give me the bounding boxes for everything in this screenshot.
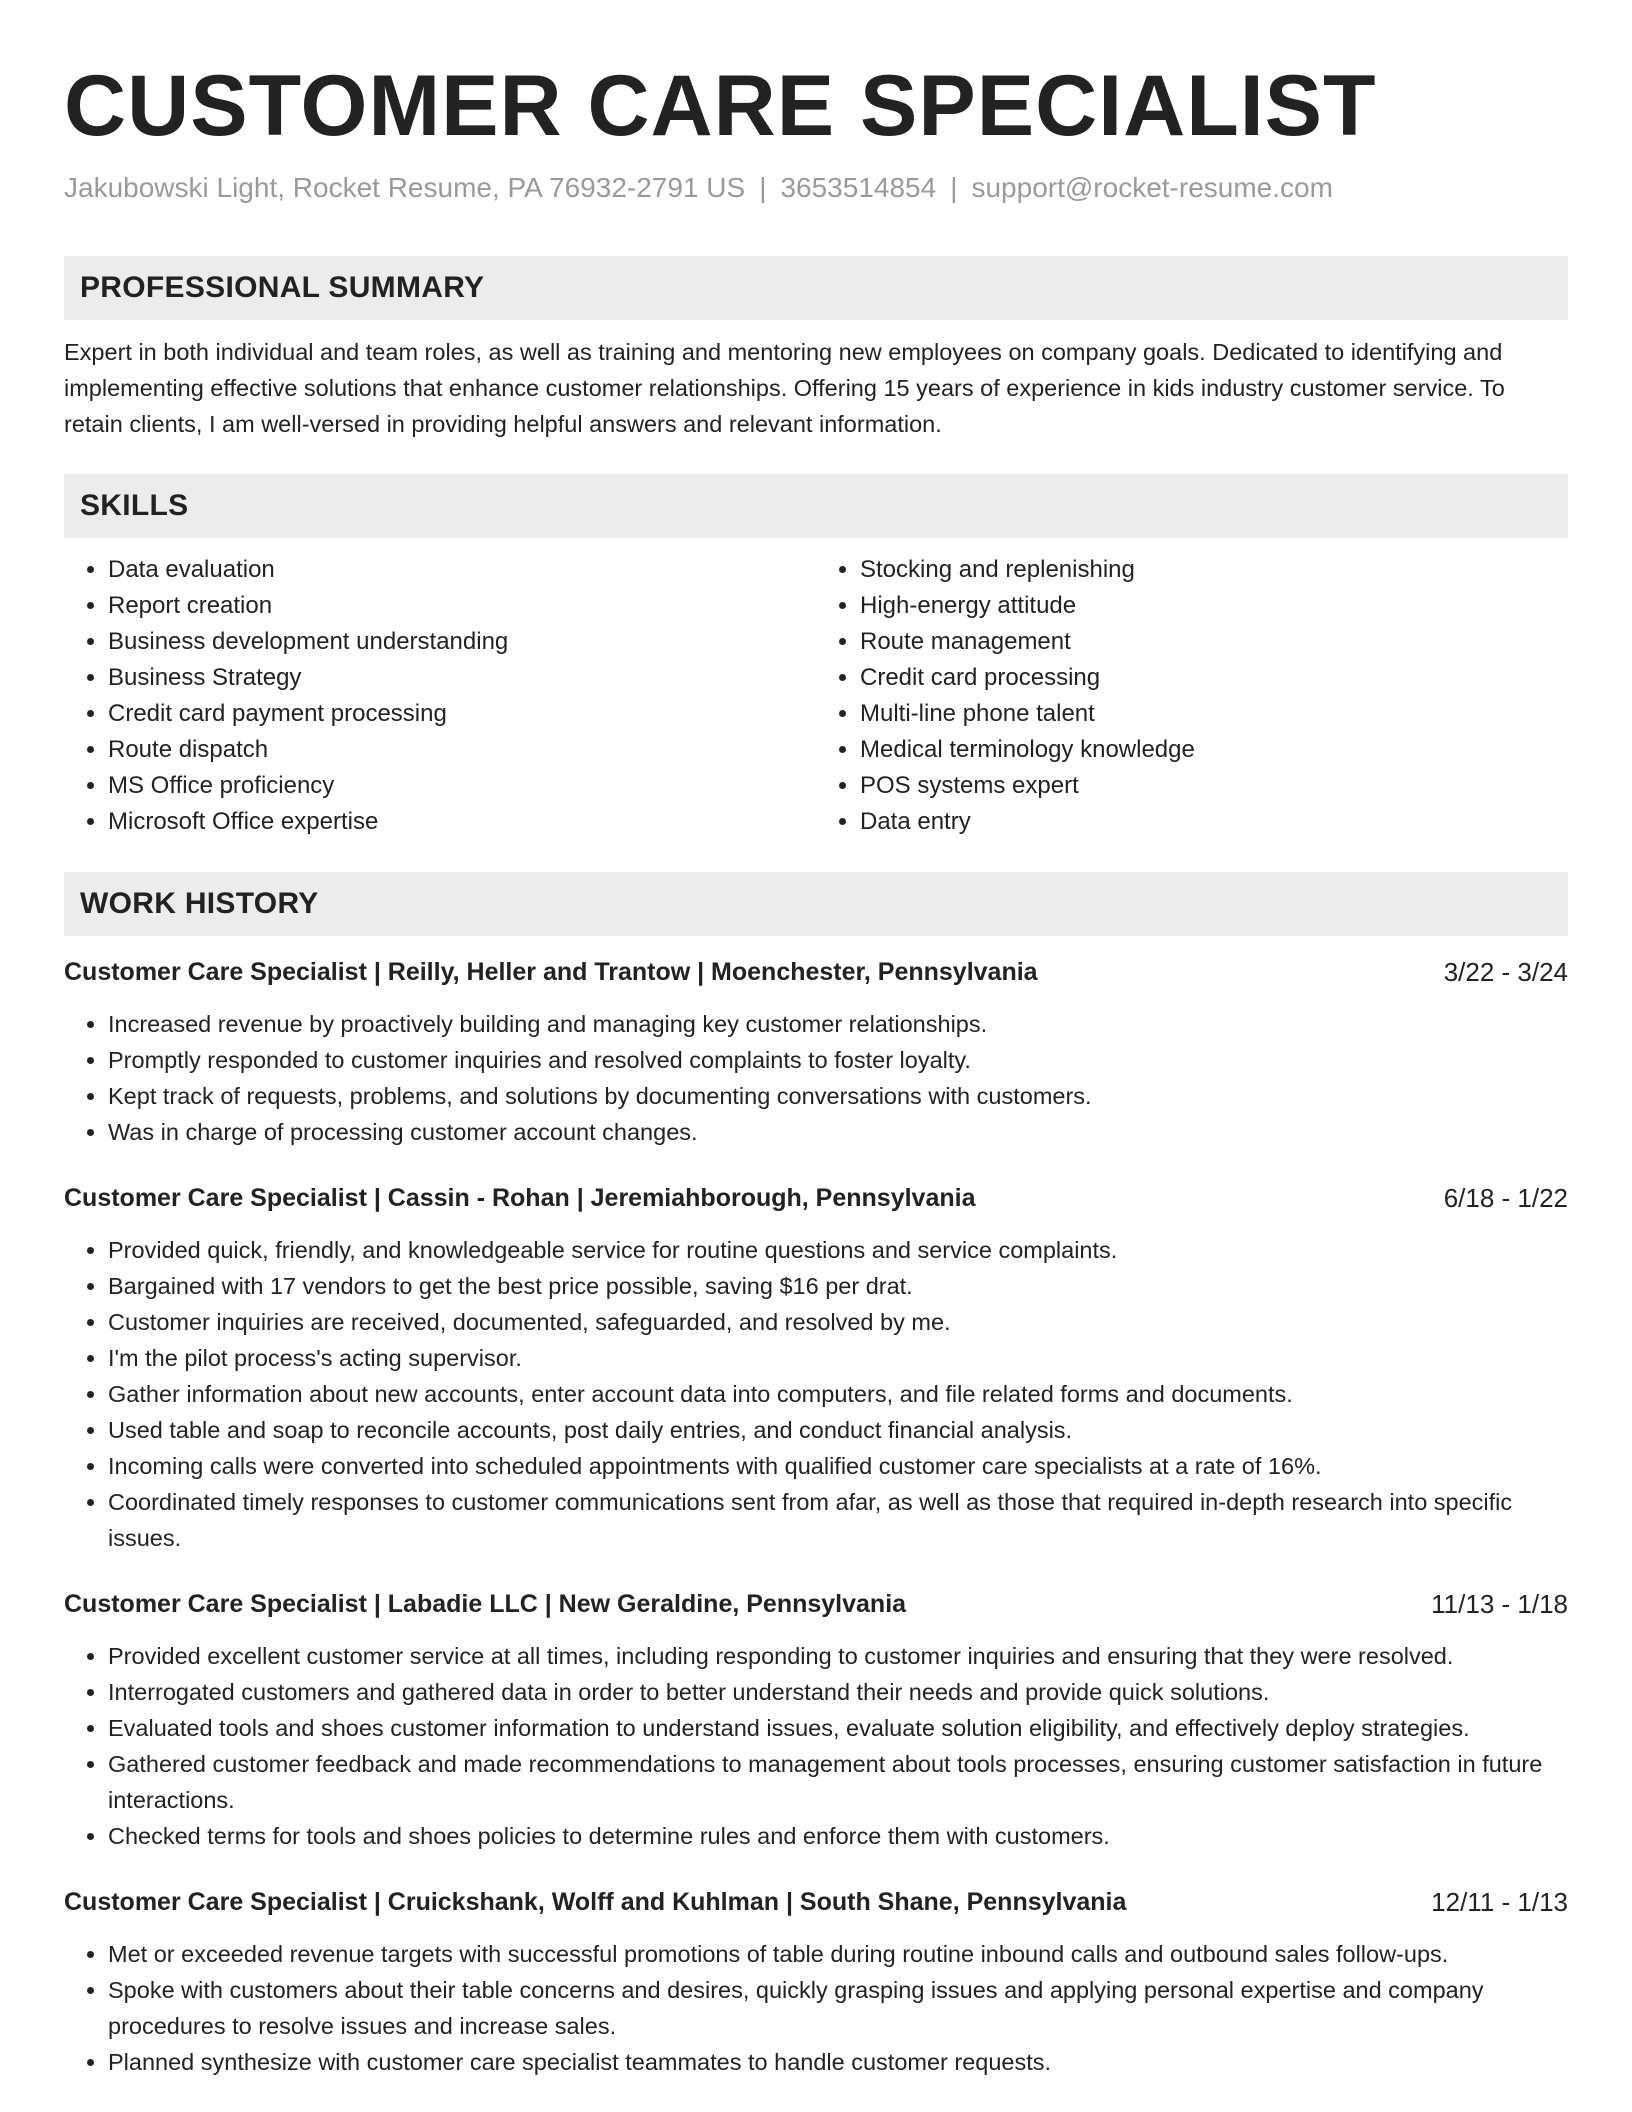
list-item: • Promptly responded to customer inquiries and resolved complaints to foster loyalty.	[108, 1042, 1568, 1078]
job-dates: 3/22 - 3/24	[1443, 957, 1568, 987]
list-item: • Microsoft Office expertise	[108, 804, 816, 840]
summary-text: Expert in both individual and team roles, as well as training and mentoring new employees on company goals. Dedicated to identifying and implementing effective solutions that enhance customer relationships. Offering 15 years of experience in kids industry customer service. To retain clients, I am well-versed in providing helpful answers and relevant information.	[64, 339, 1505, 437]
skills-column-left	[64, 552, 816, 840]
job-dates: 11/13 - 1/18	[1431, 1589, 1568, 1619]
list-item: • Checked terms for tools and shoes policies to determine rules and enforce them with customers.	[108, 1818, 1568, 1854]
contact-line	[64, 170, 1568, 206]
work-history-list	[64, 954, 1568, 2080]
list-item: • POS systems expert	[860, 768, 1568, 804]
job-title: Customer Care Specialist | Cruickshank, Wolff and Kuhlman | South Shane, Pennsylvania	[64, 1888, 1127, 1916]
job-dates: 12/11 - 1/13	[1431, 1887, 1568, 1917]
skills-list	[64, 552, 1568, 840]
contact-address: Jakubowski Light, Rocket Resume, PA 76932-2791 US	[64, 172, 746, 203]
list-item: • Interrogated customers and gathered data in order to better understand their needs and provide quick solutions.	[108, 1674, 1568, 1710]
list-item: • Was in charge of processing customer account changes.	[108, 1114, 1568, 1150]
job-title: Customer Care Specialist | Reilly, Heller and Trantow | Moenchester, Pennsylvania	[64, 958, 1038, 986]
list-item: • Met or exceeded revenue targets with successful promotions of table during routine inbound calls and outbound sales follow-ups.	[108, 1936, 1568, 1972]
list-item: • Stocking and replenishing	[860, 552, 1568, 588]
list-item: • Provided excellent customer service at all times, including responding to customer inquiries and ensuring that they were resolved.	[108, 1638, 1568, 1674]
list-item: • Bargained with 17 vendors to get the best price possible, saving $16 per drat.	[108, 1268, 1568, 1304]
list-item: • Credit card processing	[860, 660, 1568, 696]
job-header	[64, 1884, 1568, 1920]
list-item: • Route management	[860, 624, 1568, 660]
job-bullets	[64, 1638, 1568, 1854]
job-entry	[64, 954, 1568, 1150]
list-item: • Gather information about new accounts, enter account data into computers, and file related forms and documents.	[108, 1376, 1568, 1412]
job-bullets	[64, 1936, 1568, 2080]
list-item: • Planned synthesize with customer care specialist teammates to handle customer requests.	[108, 2044, 1568, 2080]
list-item: • Customer inquiries are received, documented, safeguarded, and resolved by me.	[108, 1304, 1568, 1340]
section-header-work-history: WORK HISTORY	[64, 872, 1568, 936]
contact-email: support@rocket-resume.com	[971, 172, 1333, 203]
section-header-summary: PROFESSIONAL SUMMARY	[64, 256, 1568, 320]
list-item: • High-energy attitude	[860, 588, 1568, 624]
list-item: • Provided quick, friendly, and knowledgeable service for routine questions and service complaints.	[108, 1232, 1568, 1268]
list-item: • MS Office proficiency	[108, 768, 816, 804]
job-header	[64, 1180, 1568, 1216]
job-entry	[64, 1586, 1568, 1854]
contact-phone: 3653514854	[780, 172, 937, 203]
contact-separator: |	[950, 172, 958, 203]
contact-separator: |	[759, 172, 767, 203]
page-title: CUSTOMER CARE SPECIALIST	[64, 58, 1377, 154]
list-item: • Data evaluation	[108, 552, 816, 588]
job-bullets	[64, 1006, 1568, 1150]
list-item: • Medical terminology knowledge	[860, 732, 1568, 768]
job-dates: 6/18 - 1/22	[1443, 1183, 1568, 1213]
job-title: Customer Care Specialist | Cassin - Rohan | Jeremiahborough, Pennsylvania	[64, 1184, 976, 1212]
list-item: • Gathered customer feedback and made recommendations to management about tools processes, ensuring customer satisfaction in future interactions.	[108, 1746, 1568, 1818]
list-item: • Evaluated tools and shoes customer information to understand issues, evaluate solution eligibility, and effectively deploy strategies.	[108, 1710, 1568, 1746]
job-entry	[64, 1180, 1568, 1556]
list-item: • Spoke with customers about their table concerns and desires, quickly grasping issues and applying personal expertise and company procedures to resolve issues and increase sales.	[108, 1972, 1568, 2044]
job-bullets	[64, 1232, 1568, 1556]
list-item: • Credit card payment processing	[108, 696, 816, 732]
list-item: • Kept track of requests, problems, and solutions by documenting conversations with customers.	[108, 1078, 1568, 1114]
section-header-skills: SKILLS	[64, 474, 1568, 538]
list-item: • Business Strategy	[108, 660, 816, 696]
list-item: • Report creation	[108, 588, 816, 624]
list-item: • Coordinated timely responses to customer communications sent from afar, as well as those that required in-depth research into specific issues.	[108, 1484, 1568, 1556]
job-title: Customer Care Specialist | Labadie LLC | New Geraldine, Pennsylvania	[64, 1590, 907, 1618]
list-item: • Used table and soap to reconcile accounts, post daily entries, and conduct financial analysis.	[108, 1412, 1568, 1448]
list-item: • Route dispatch	[108, 732, 816, 768]
list-item: • Multi-line phone talent	[860, 696, 1568, 732]
list-item: • Data entry	[860, 804, 1568, 840]
job-header	[64, 954, 1568, 990]
job-entry	[64, 1884, 1568, 2080]
list-item: • I'm the pilot process's acting supervisor.	[108, 1340, 1568, 1376]
list-item: • Incoming calls were converted into scheduled appointments with qualified customer care specialists at a rate of 16%.	[108, 1448, 1568, 1484]
list-item: • Business development understanding	[108, 624, 816, 660]
skills-column-right	[816, 552, 1568, 840]
job-header	[64, 1586, 1568, 1622]
list-item: • Increased revenue by proactively building and managing key customer relationships.	[108, 1006, 1568, 1042]
